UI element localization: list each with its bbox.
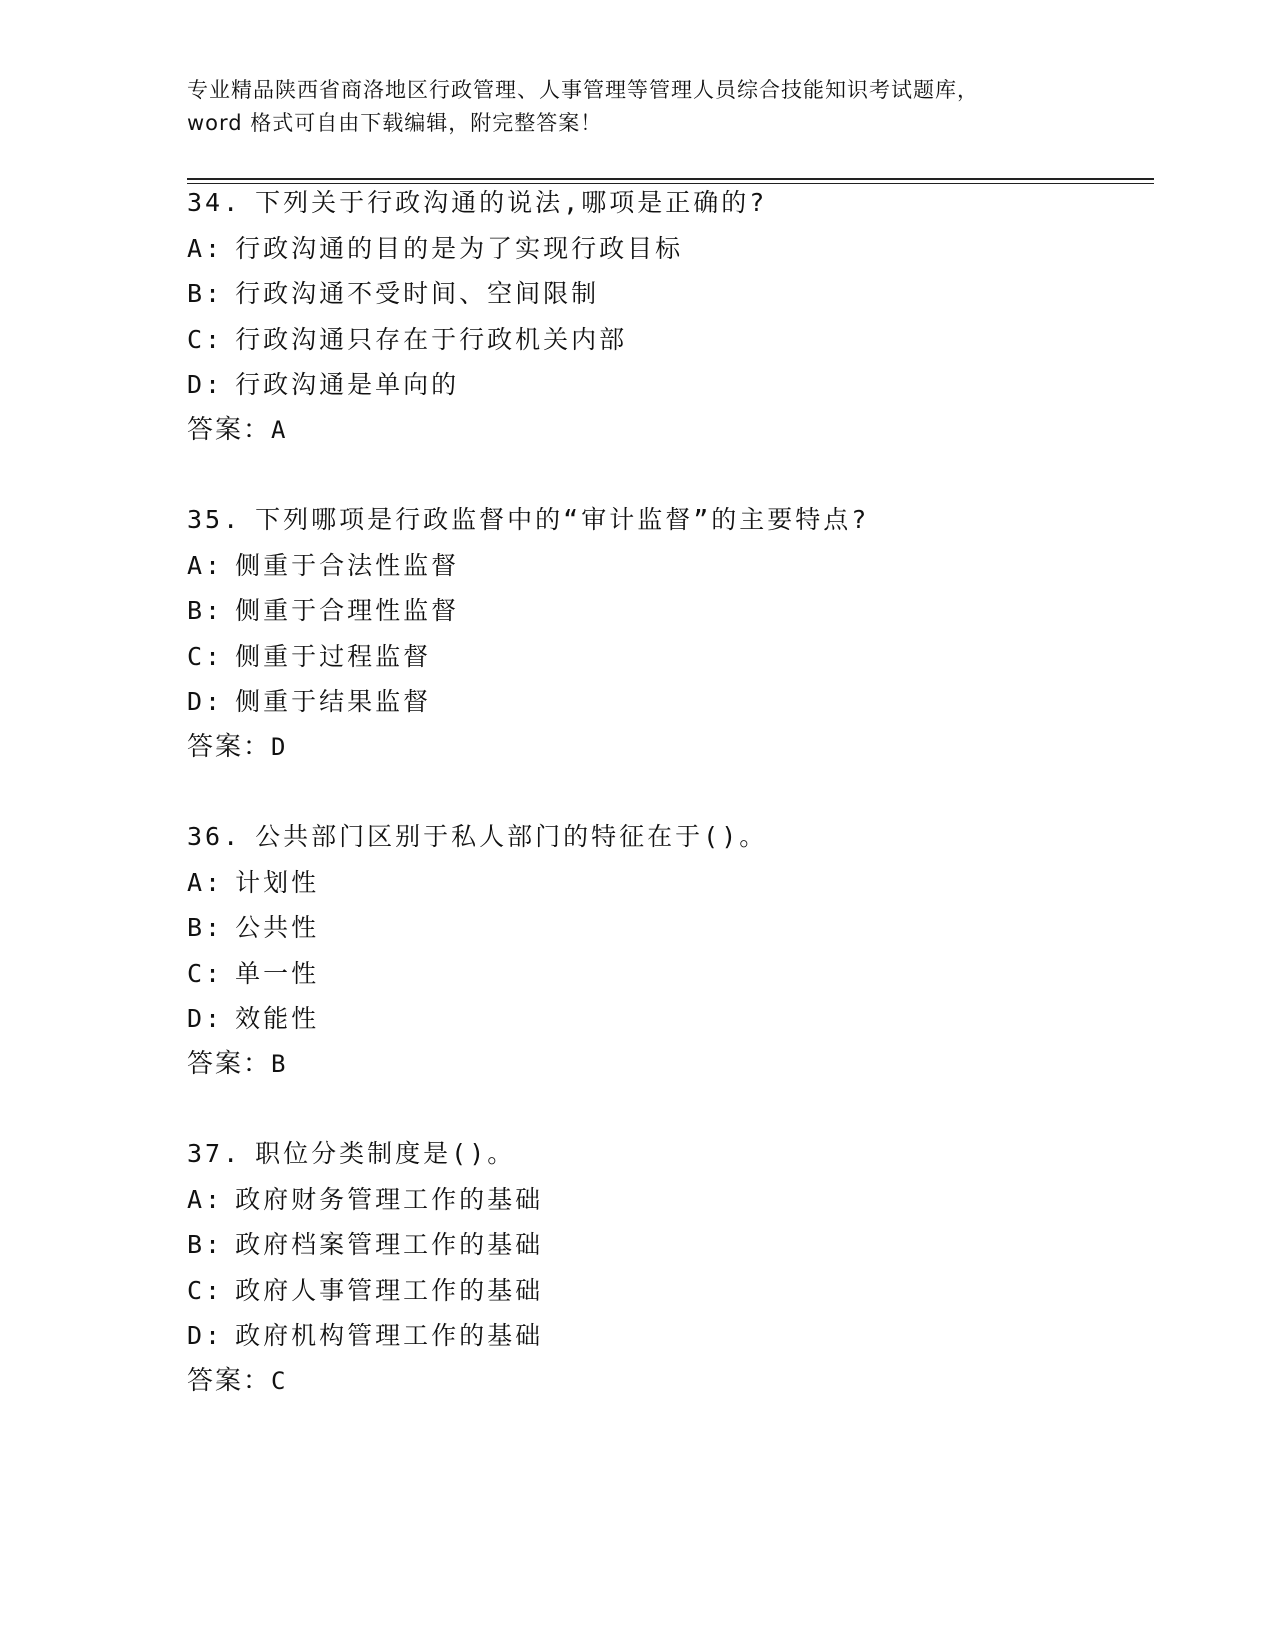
option-key: D: [187,1004,224,1033]
option-text: 效能性 [235,1004,320,1033]
option-text: 行政沟通是单向的 [235,370,460,399]
option-d [187,1313,1147,1359]
question-text: 下列哪项是行政监督中的“审计监督”的主要特点? [255,505,870,534]
question-block [187,180,1147,453]
option-text: 行政沟通的目的是为了实现行政目标 [235,233,684,263]
option-b [187,1222,1147,1268]
header-title-line-2: word 格式可自由下载编辑，附完整答案！ [187,111,603,135]
option-b [187,905,1147,951]
question-stem [187,180,1147,226]
option-key: C: [187,324,224,354]
option-text: 侧重于过程监督 [235,641,432,671]
option-key: B: [187,1230,224,1259]
question-text: 下列关于行政沟通的说法,哪项是正确的? [255,188,768,217]
option-key: B: [187,279,224,308]
option-text: 行政沟通只存在于行政机关内部 [235,324,628,354]
option-text: 公共性 [235,913,320,942]
question-text: 职位分类制度是()。 [255,1139,516,1168]
question-block [187,1131,1147,1404]
option-key: B: [187,913,224,942]
answer-label: 答案： [187,1365,272,1396]
question-number: 34. [187,188,242,217]
option-key: A: [187,867,224,897]
answer-label: 答案： [187,1048,272,1079]
option-text: 侧重于结果监督 [235,687,432,716]
option-b [187,271,1147,317]
option-d [187,362,1147,408]
answer-label: 答案： [187,731,272,762]
option-d [187,679,1147,725]
answer-line [187,1042,1147,1088]
option-text: 政府机构管理工作的基础 [235,1321,544,1350]
option-key: D: [187,1321,224,1350]
option-a [187,860,1147,906]
option-text: 政府档案管理工作的基础 [235,1230,544,1259]
option-text: 单一性 [235,958,320,988]
question-number: 37. [187,1139,242,1168]
option-key: A: [187,233,224,263]
option-key: C: [187,641,224,671]
question-number: 36. [187,822,242,851]
question-block [187,497,1147,770]
option-key: A: [187,1184,224,1214]
question-number: 35. [187,505,242,534]
option-key: C: [187,1275,224,1305]
option-text: 政府人事管理工作的基础 [235,1275,544,1305]
option-key: D: [187,370,224,399]
option-d [187,996,1147,1042]
option-c [187,1268,1147,1314]
question-stem [187,814,1147,860]
document-header [187,74,1087,140]
option-text: 侧重于合理性监督 [235,596,460,625]
option-key: C: [187,958,224,988]
header-title-line-1: 专业精品陕西省商洛地区行政管理、人事管理等管理人员综合技能知识考试题库， [187,78,979,102]
option-key: B: [187,596,224,625]
option-key: D: [187,687,224,716]
answer-line [187,725,1147,771]
question-text: 公共部门区别于私人部门的特征在于()。 [255,822,768,851]
option-text: 行政沟通不受时间、空间限制 [235,279,600,308]
answer-value: C [271,1366,286,1395]
option-b [187,588,1147,634]
answer-label: 答案： [187,414,272,445]
option-text: 政府财务管理工作的基础 [235,1184,544,1214]
option-c [187,951,1147,997]
question-block [187,814,1147,1087]
option-c [187,317,1147,363]
option-text: 侧重于合法性监督 [235,550,460,580]
answer-value: D [271,732,286,761]
option-c [187,634,1147,680]
option-a [187,226,1147,272]
question-stem [187,497,1147,543]
answer-value: A [271,415,286,444]
option-text: 计划性 [235,867,320,897]
question-stem [187,1131,1147,1177]
answer-value: B [271,1049,286,1078]
option-key: A: [187,550,224,580]
option-a [187,543,1147,589]
answer-line [187,1359,1147,1405]
option-a [187,1177,1147,1223]
answer-line [187,408,1147,454]
